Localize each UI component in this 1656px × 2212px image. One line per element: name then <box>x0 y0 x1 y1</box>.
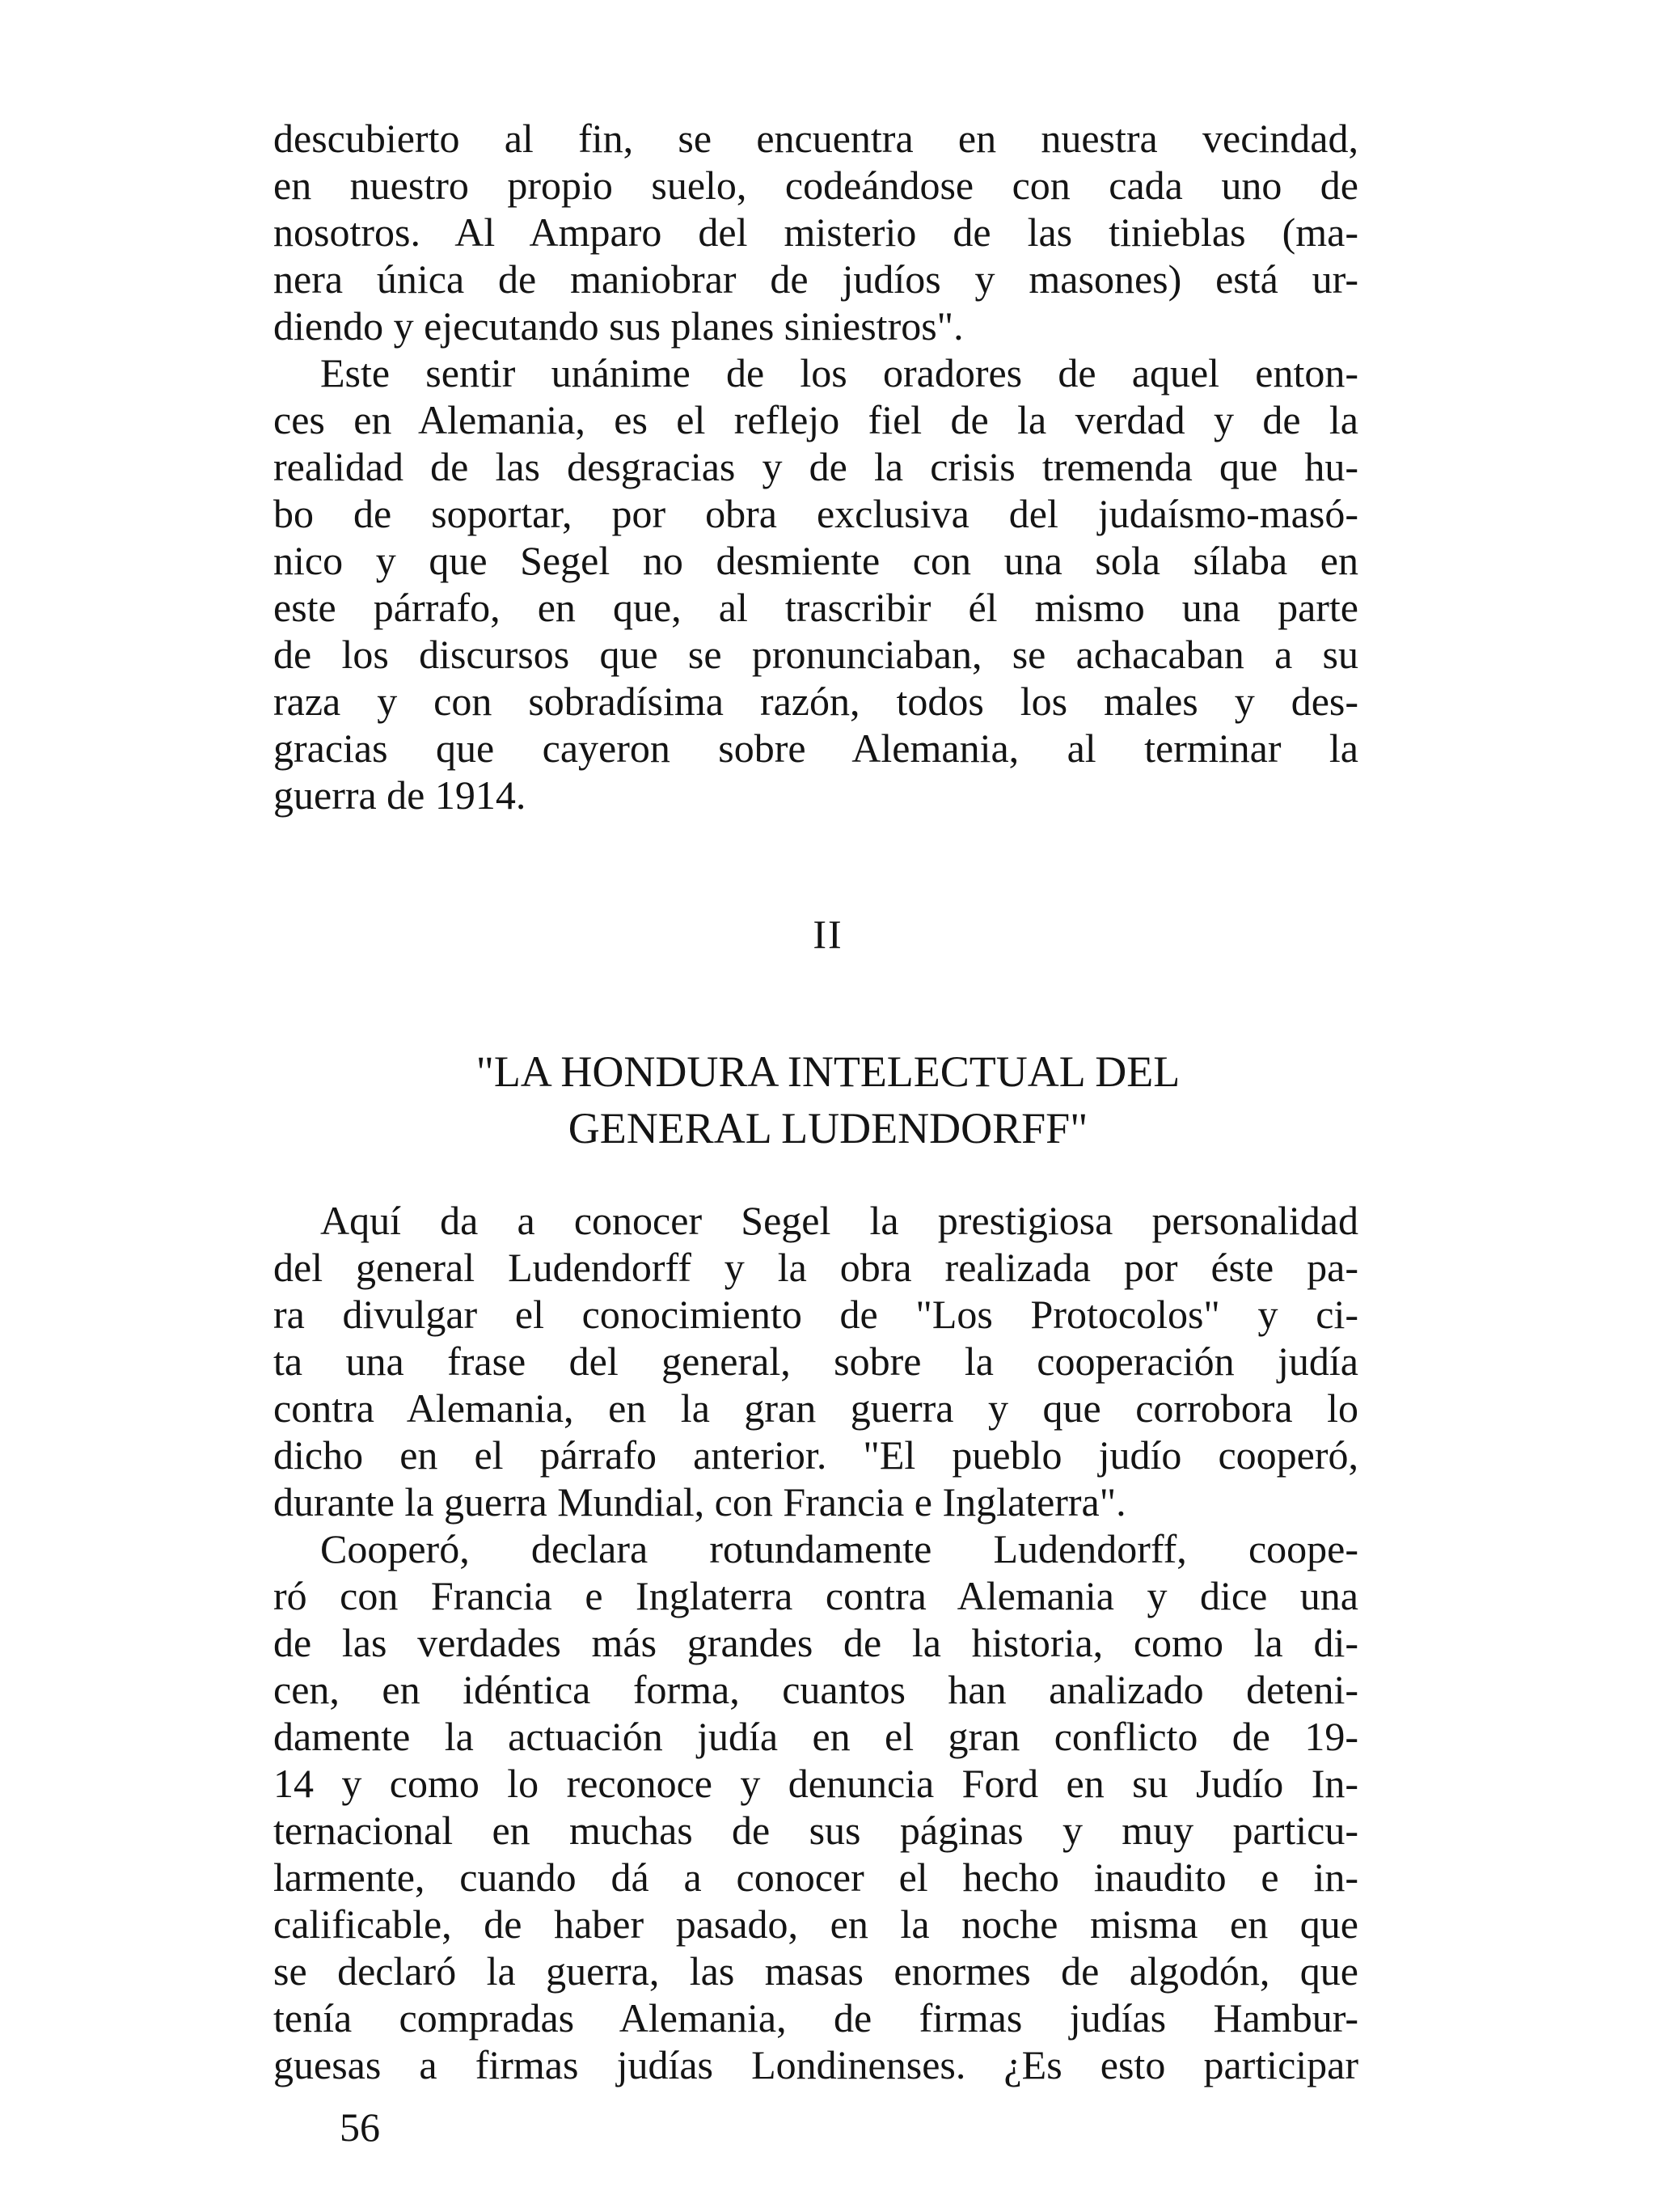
text-line: tenía compradas Alemania, de firmas judías Hambur- <box>273 1995 1358 2041</box>
text-line: raza y con sobradísima razón, todos los males y des- <box>273 679 1358 724</box>
text-line: de las verdades más grandes de la historia, como la di- <box>273 1620 1358 1665</box>
text-line: nosotros. Al Amparo del misterio de las tinieblas (ma- <box>273 209 1358 255</box>
text-line: este párrafo, en que, al trascribir él mismo una parte <box>273 585 1358 630</box>
text-line: se declaró la guerra, las masas enormes de algodón, que <box>273 1948 1358 1994</box>
text-line: ternacional en muchas de sus páginas y muy particu- <box>273 1808 1358 1853</box>
text-line: contra Alemania, en la gran guerra y que corrobora lo <box>273 1385 1358 1431</box>
text-line: realidad de las desgracias y de la crisis tremenda que hu- <box>273 444 1358 489</box>
text-line: del general Ludendorff y la obra realizada por éste pa- <box>273 1245 1358 1290</box>
text-line: ra divulgar el conocimiento de "Los Protocolos" y ci- <box>273 1292 1358 1337</box>
text-line: diendo y ejecutando sus planes siniestros". <box>273 303 964 349</box>
text-line: larmente, cuando dá a conocer el hecho inaudito e in- <box>273 1855 1358 1900</box>
text-line: en nuestro propio suelo, codeándose con cada uno de <box>273 163 1358 208</box>
text-line: nico y que Segel no desmiente con una sola sílaba en <box>273 538 1358 583</box>
text-line: calificable, de haber pasado, en la noche misma en que <box>273 1901 1358 1947</box>
text-line: ta una frase del general, sobre la cooperación judía <box>273 1339 1358 1384</box>
text-line: Cooperó, declara rotundamente Ludendorff, coope- <box>320 1526 1358 1571</box>
text-block-bottom <box>273 1197 1358 2088</box>
text-line: cen, en idéntica forma, cuantos han analizado deteni- <box>273 1667 1358 1712</box>
text-line: guerra de 1914. <box>273 772 526 818</box>
text-line: durante la guerra Mundial, con Francia e Inglaterra". <box>273 1479 1126 1525</box>
text-line: dicho en el párrafo anterior. "El pueblo judío cooperó, <box>273 1432 1358 1478</box>
text-line: ró con Francia e Inglaterra contra Alemania y dice una <box>273 1573 1358 1618</box>
page-number: 56 <box>340 2104 380 2150</box>
text-line: ces en Alemania, es el reflejo fiel de la verdad y de la <box>273 397 1358 442</box>
text-line: nera única de maniobrar de judíos y masones) está ur- <box>273 256 1358 302</box>
section-title <box>0 1043 1656 1157</box>
section-title-line: GENERAL LUDENDORFF" <box>568 1104 1088 1153</box>
text-line: de los discursos que se pronunciaban, se achacaban a su <box>273 632 1358 677</box>
section-number: II <box>813 911 843 957</box>
text-line: gracias que cayeron sobre Alemania, al terminar la <box>273 725 1358 771</box>
text-line: bo de soportar, por obra exclusiva del judaísmo-masó- <box>273 491 1358 536</box>
text-line: descubierto al fin, se encuentra en nuestra vecindad, <box>273 116 1358 161</box>
text-line: Aquí da a conocer Segel la prestigiosa personalidad <box>320 1198 1358 1243</box>
section-title-line: "LA HONDURA INTELECTUAL DEL <box>475 1047 1181 1096</box>
text-block-top <box>273 115 1358 818</box>
text-line: guesas a firmas judías Londinenses. ¿Es esto participar <box>273 2042 1358 2087</box>
text-line: damente la actuación judía en el gran conflicto de 19- <box>273 1714 1358 1759</box>
text-line: Este sentir unánime de los oradores de aquel enton- <box>320 350 1358 395</box>
text-line: 14 y como lo reconoce y denuncia Ford en su Judío In- <box>273 1761 1358 1806</box>
